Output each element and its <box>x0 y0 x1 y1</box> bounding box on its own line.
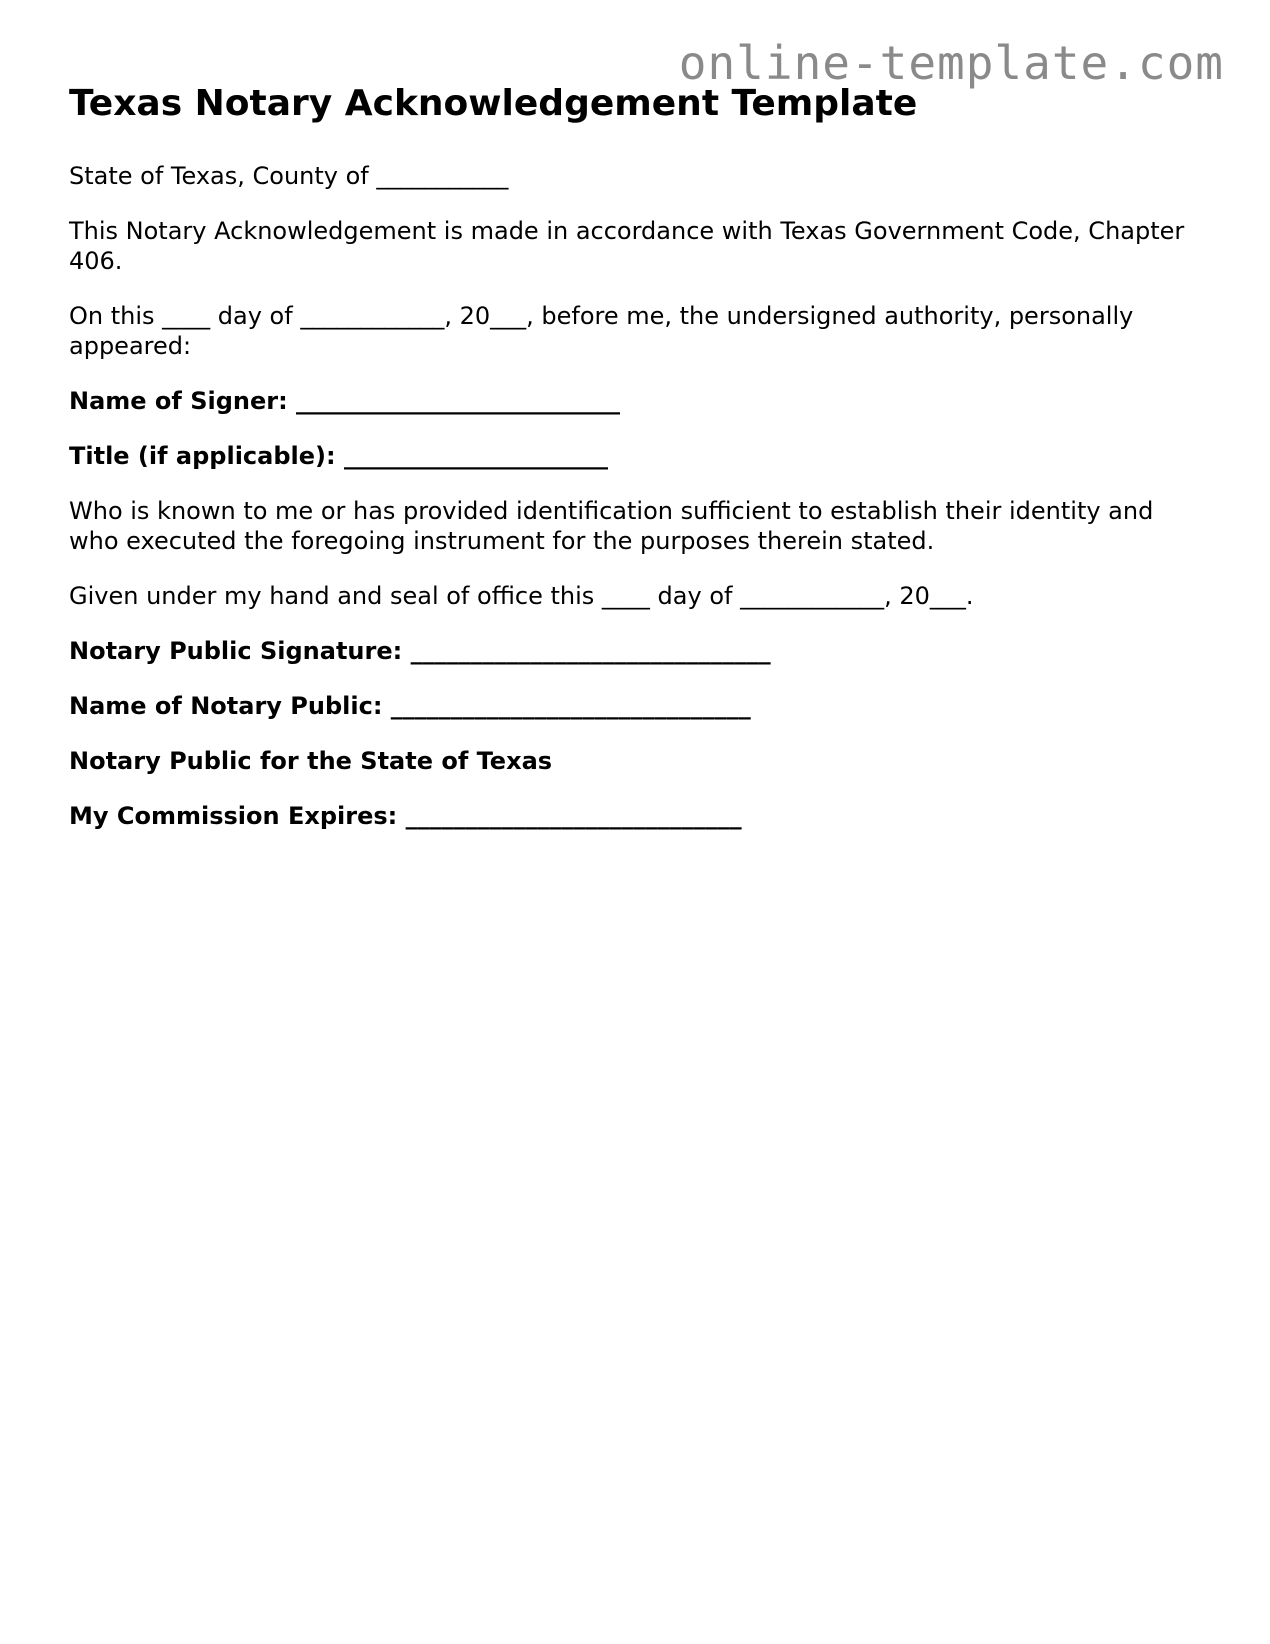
given-line: Given under my hand and seal of office this ____ day of ____________, 20___. <box>69 582 974 611</box>
commission-line: My Commission Expires: ____________________________ <box>69 802 742 831</box>
notary-state-line: Notary Public for the State of Texas <box>69 747 553 776</box>
notary-signature-line: Notary Public Signature: ______________________________ <box>69 637 771 666</box>
code-line: This Notary Acknowledgement is made in accordance with Texas Government Code, Chapter 406. <box>69 217 1185 276</box>
county-line: State of Texas, County of ___________ <box>69 162 509 191</box>
identity-line: Who is known to me or has provided identification sufficient to establish their identity and who executed the foregoing instrument for the purposes therein stated. <box>69 497 1154 556</box>
appearance-line: On this ____ day of ____________, 20___, before me, the undersigned authority, personally appeared: <box>69 302 1134 361</box>
document-title: Texas Notary Acknowledgement Template <box>69 83 918 124</box>
title-line: Title (if applicable): ______________________ <box>69 442 608 471</box>
signer-name-line: Name of Signer: ___________________________ <box>69 387 621 416</box>
watermark: online-template.com <box>678 36 1224 90</box>
notary-name-line: Name of Notary Public: ______________________________ <box>69 692 751 721</box>
document <box>69 82 1209 856</box>
